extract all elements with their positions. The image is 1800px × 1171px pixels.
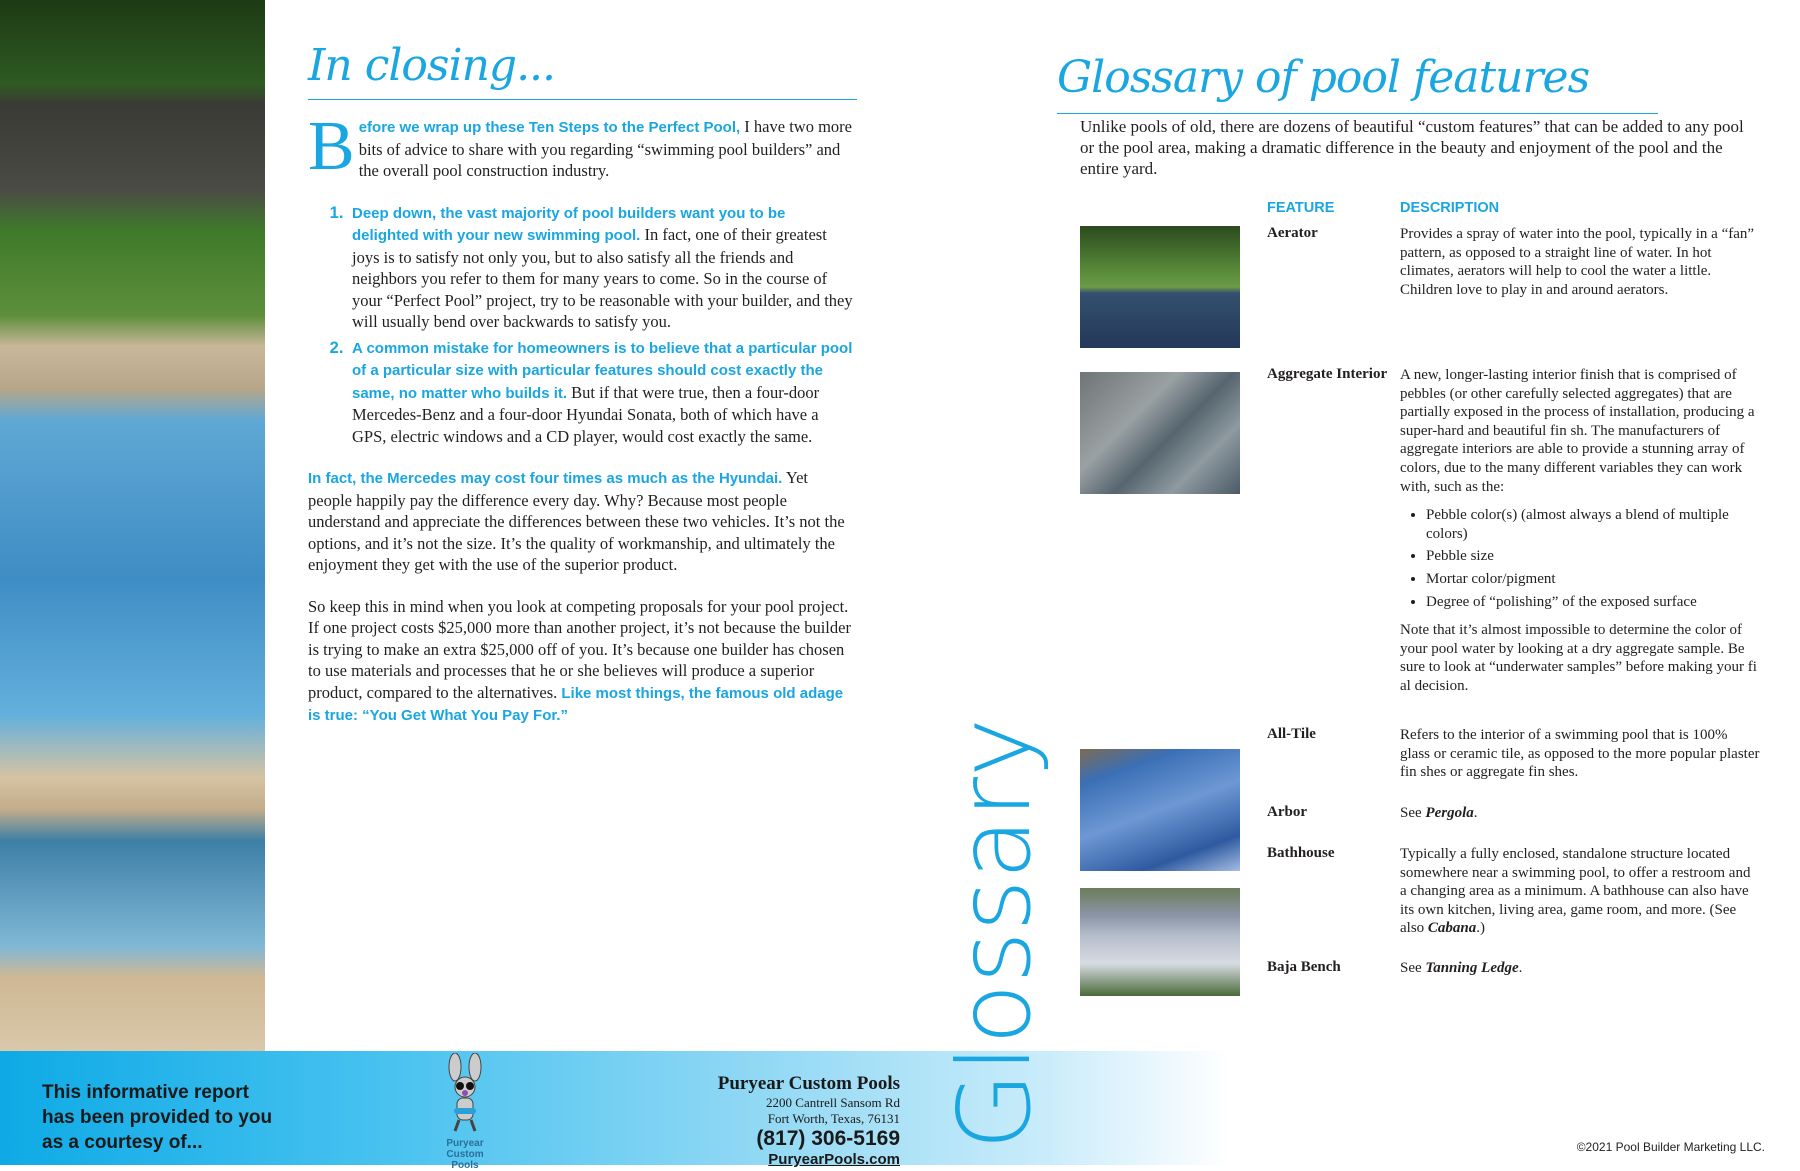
desc-baja-bench: See Tanning Ledge. — [1400, 960, 1523, 976]
desc-bathhouse: Typically a fully enclosed, standalone structure located somewhere near a swimming pool, to offer a restroom and a changing area as a minimum. A bathhouse can also have its own kitchen, living area, game room, and more. (See also Cabana.) — [1400, 846, 1751, 937]
feature-bathhouse: Bathhouse — [1267, 845, 1335, 861]
pool-photo — [0, 0, 265, 1051]
company-name: Puryear Custom Pools — [717, 1073, 900, 1094]
desc-all-tile: Refers to the interior of a swimming pool that is 100% glass or ceramic tile, as opposed to the more popular plaster fin shes or aggregate fin shes. — [1400, 727, 1760, 781]
bathhouse-photo — [1080, 888, 1240, 996]
glossary-vertical-label: Glossary — [936, 717, 1053, 1150]
website-link[interactable]: PuryearPools.com — [768, 1151, 900, 1168]
aggregate-bullets: • Pebble color(s) (almost always a blend of multiple colors) • Pebble size • Mortar color/pigment • Degree of “polishing” of the exposed surface — [1426, 506, 1760, 611]
advice-list — [348, 202, 856, 448]
desc-aggregate-interior: A new, longer-lasting interior finish that is comprised of pebbles (or other carefully selected aggregates) that are partially exposed in the process of installation, producing a super-hard and beautiful fin sh. The manufacturers of aggregate interiors are able to provide a stunning array of colors, due to the many different variables they can work with, such as the: • Pebble color(s) (almost always a blend of multiple colors) • Pebble size • Mortar color/pigment • Degree of “polishing” of the exposed surface Note that it’s almost impossible to determine the color of your pool water by looking at a dry aggregate sample. Be sure to look at “underwater samples” before making your fi al decision. — [1400, 366, 1760, 696]
tanning-ledge-link[interactable]: Tanning Ledge — [1425, 960, 1519, 976]
desc-arbor: See Pergola. — [1400, 805, 1478, 821]
feature-aggregate-interior: Aggregate Interior — [1267, 366, 1388, 382]
paragraph: So keep this in mind when you look at competing proposals for your pool project. If one project costs $25,000 more than another project, it’s not because the builder is trying to make an extra $25,000 off of you. It’s because one builder has chosen to use materials and processes that he or she believes will produce a superior product, compared to the alternatives. Like most things, the famous old adage is true: “You Get What You Pay For.” — [308, 596, 851, 724]
glossary-intro: Unlike pools of old, there are dozens of beautiful “custom features” that can be added to any pool or the pool area, making a dramatic difference in the beauty and enjoyment of the pool and the entire yard. — [1080, 117, 1744, 178]
glossary-title: Glossary of pool features — [1057, 52, 1658, 114]
description-column-header: DESCRIPTION — [1400, 200, 1500, 216]
cabana-link[interactable]: Cabana — [1427, 920, 1477, 937]
address-line: Fort Worth, Texas, 76131 — [767, 1111, 900, 1126]
feature-arbor: Arbor — [1267, 804, 1307, 820]
desc-aerator: Provides a spray of water into the pool, typically in a “fan” pattern, as opposed to a straight line of water. In hot climates, aerators will help to cool the water a little. Children love to play in and around aerators. — [1400, 226, 1755, 298]
bunny-icon — [435, 1053, 495, 1133]
paragraph: In fact, the Mercedes may cost four times as much as the Hyundai. Yet people happily pay the difference every day. Why? Because most people understand and appreciate the differences between these two vehicles. It’s not the options, and it’s not the size. It’s the quality of workmanship, and ultimately the enjoyment they get with the use of the superior product. — [308, 468, 845, 574]
courtesy-text: This informative report has been provided to you as a courtesy of... — [42, 1082, 273, 1153]
address-line: 2200 Cantrell Sansom Rd — [766, 1095, 900, 1110]
all-tile-photo — [1080, 749, 1240, 871]
in-closing-title: In closing... — [308, 40, 857, 100]
drop-cap: B — [308, 108, 355, 185]
feature-baja-bench: Baja Bench — [1267, 959, 1341, 975]
feature-all-tile: All-Tile — [1267, 726, 1316, 742]
pergola-link[interactable]: Pergola — [1425, 805, 1474, 821]
list-item: 1. Deep down, the vast majority of pool builders want you to be delighted with your new swimming pool. In fact, one of their greatest joys is to satisfy not only you, but to also satisfy all the friends and neighbors you refer to them for many years to come. So in the course of your “Perfect Pool” project, try to be reasonable with your builder, and they will usually bend over backwards to satisfy you. — [348, 202, 856, 333]
bunny-logo: Puryear Custom Pools — [430, 1053, 500, 1171]
aerator-photo — [1080, 226, 1240, 348]
feature-aerator: Aerator — [1267, 225, 1318, 241]
feature-column-header: FEATURE — [1267, 200, 1335, 216]
list-item: 2. A common mistake for homeowners is to believe that a particular pool of a particular size with particular features should cost exactly the same, no matter who builds it. But if that were true, then a four-door Mercedes-Benz and a four-door Hyundai Sonata, both of which have a GPS, electric windows and a CD player, would cost exactly the same. — [348, 337, 856, 448]
copyright: ©2021 Pool Builder Marketing LLC. — [1576, 1140, 1765, 1154]
phone: (817) 306-5169 — [756, 1127, 900, 1150]
company-info — [718, 1073, 900, 1168]
intro-paragraph: Before we wrap up these Ten Steps to the Perfect Pool, I have two more bits of advice to share with you regarding “swimming pool builders” and the overall pool construction industry. — [308, 108, 852, 185]
closing-body — [308, 108, 856, 747]
aggregate-photo — [1080, 372, 1240, 494]
